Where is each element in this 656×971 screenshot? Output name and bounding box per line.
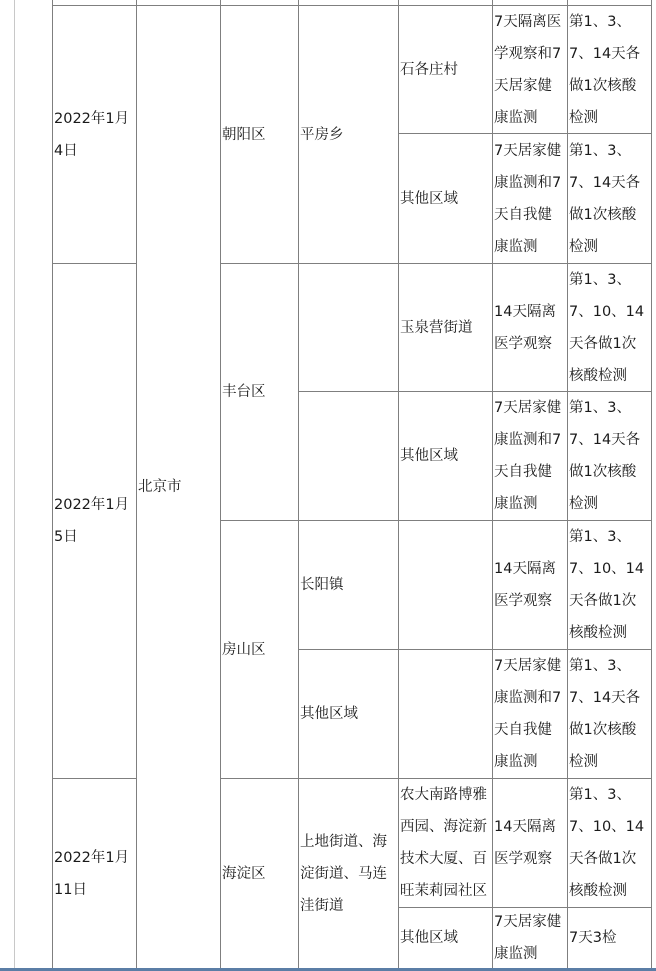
measure-text: 7天居家健康监测和7天自我健康监测: [494, 400, 562, 512]
district-text: 海淀区: [222, 865, 266, 882]
town-cell: [299, 650, 398, 778]
city-text: 北京市: [138, 479, 182, 495]
area-cell: [399, 908, 492, 968]
measure-text: 14天隔离医学观察: [494, 303, 556, 352]
test-text: 7天3检: [569, 930, 617, 946]
test-text: 第1、3、7、14天各做1次核酸检测: [569, 142, 641, 255]
measure-text: 7天居家健康监测: [494, 914, 562, 962]
date-cell: [53, 6, 136, 263]
town-cell: [299, 779, 398, 968]
area-cell: [399, 134, 492, 263]
measure-cell: [493, 264, 567, 391]
date-text: 2022年1月5日: [54, 497, 130, 545]
test-cell: [568, 6, 651, 133]
area-text: 农大南路博雅西园、海淀新技术大厦、百旺茉莉园社区: [400, 787, 487, 899]
measure-cell: [493, 779, 567, 907]
district-cell: [221, 6, 298, 263]
date-cell: [53, 779, 136, 968]
area-cell: [399, 264, 492, 391]
test-text: 第1、3、7、14天各做1次核酸检测: [569, 658, 641, 770]
area-text: 玉泉营街道: [400, 319, 473, 336]
test-cell: [568, 264, 651, 391]
measure-cell: [493, 908, 567, 968]
measure-text: 7天居家健康监测和7天自我健康监测: [494, 658, 562, 770]
town-text: 长阳镇: [300, 577, 344, 593]
measure-text: 7天居家健康监测和7天自我健康监测: [494, 142, 562, 255]
test-text: 第1、3、7、10、14天各做1次核酸检测: [569, 787, 645, 899]
town-text: 其他区域: [300, 706, 358, 722]
area-cell: [399, 779, 492, 907]
test-text: 第1、3、7、10、14天各做1次核酸检测: [569, 529, 645, 641]
measure-cell: [493, 521, 567, 649]
date-cell: [53, 264, 136, 778]
test-cell: [568, 908, 651, 968]
district-text: 房山区: [222, 641, 266, 658]
page-edge-line: [14, 0, 15, 968]
test-text: 第1、3、7、14天各做1次核酸检测: [569, 400, 641, 512]
test-text: 第1、3、7、14天各做1次核酸检测: [569, 13, 641, 126]
town-text: 平房乡: [300, 126, 344, 143]
measure-cell: [493, 650, 567, 778]
area-cell: [399, 392, 492, 520]
district-cell: [221, 779, 298, 968]
test-cell: [568, 650, 651, 778]
city-cell: [137, 6, 220, 968]
district-cell: [221, 521, 298, 778]
district-text: 丰台区: [222, 384, 266, 400]
measure-text: 7天隔离医学观察和7天居家健康监测: [494, 13, 562, 126]
area-text: 其他区域: [400, 448, 458, 464]
date-text: 2022年1月11日: [54, 849, 130, 898]
area-text: 其他区域: [400, 190, 458, 207]
area-text: 石各庄村: [400, 61, 458, 78]
town-cell: [299, 6, 398, 263]
town-cell: [299, 521, 398, 649]
measure-text: 14天隔离医学观察: [494, 561, 556, 609]
grid-line: [651, 0, 652, 968]
measure-cell: [493, 392, 567, 520]
district-cell: [221, 264, 298, 520]
date-text: 2022年1月4日: [54, 110, 130, 159]
test-cell: [568, 521, 651, 649]
test-cell: [568, 779, 651, 907]
measure-cell: [493, 6, 567, 133]
test-cell: [568, 392, 651, 520]
measure-text: 14天隔离医学观察: [494, 819, 556, 867]
district-text: 朝阳区: [222, 126, 266, 143]
test-text: 第1、3、7、10、14天各做1次核酸检测: [569, 271, 645, 384]
town-text: 上地街道、海淀街道、马连洼街道: [300, 833, 387, 914]
measure-cell: [493, 134, 567, 263]
area-text: 其他区域: [400, 930, 458, 946]
test-cell: [568, 134, 651, 263]
area-cell: [399, 6, 492, 133]
